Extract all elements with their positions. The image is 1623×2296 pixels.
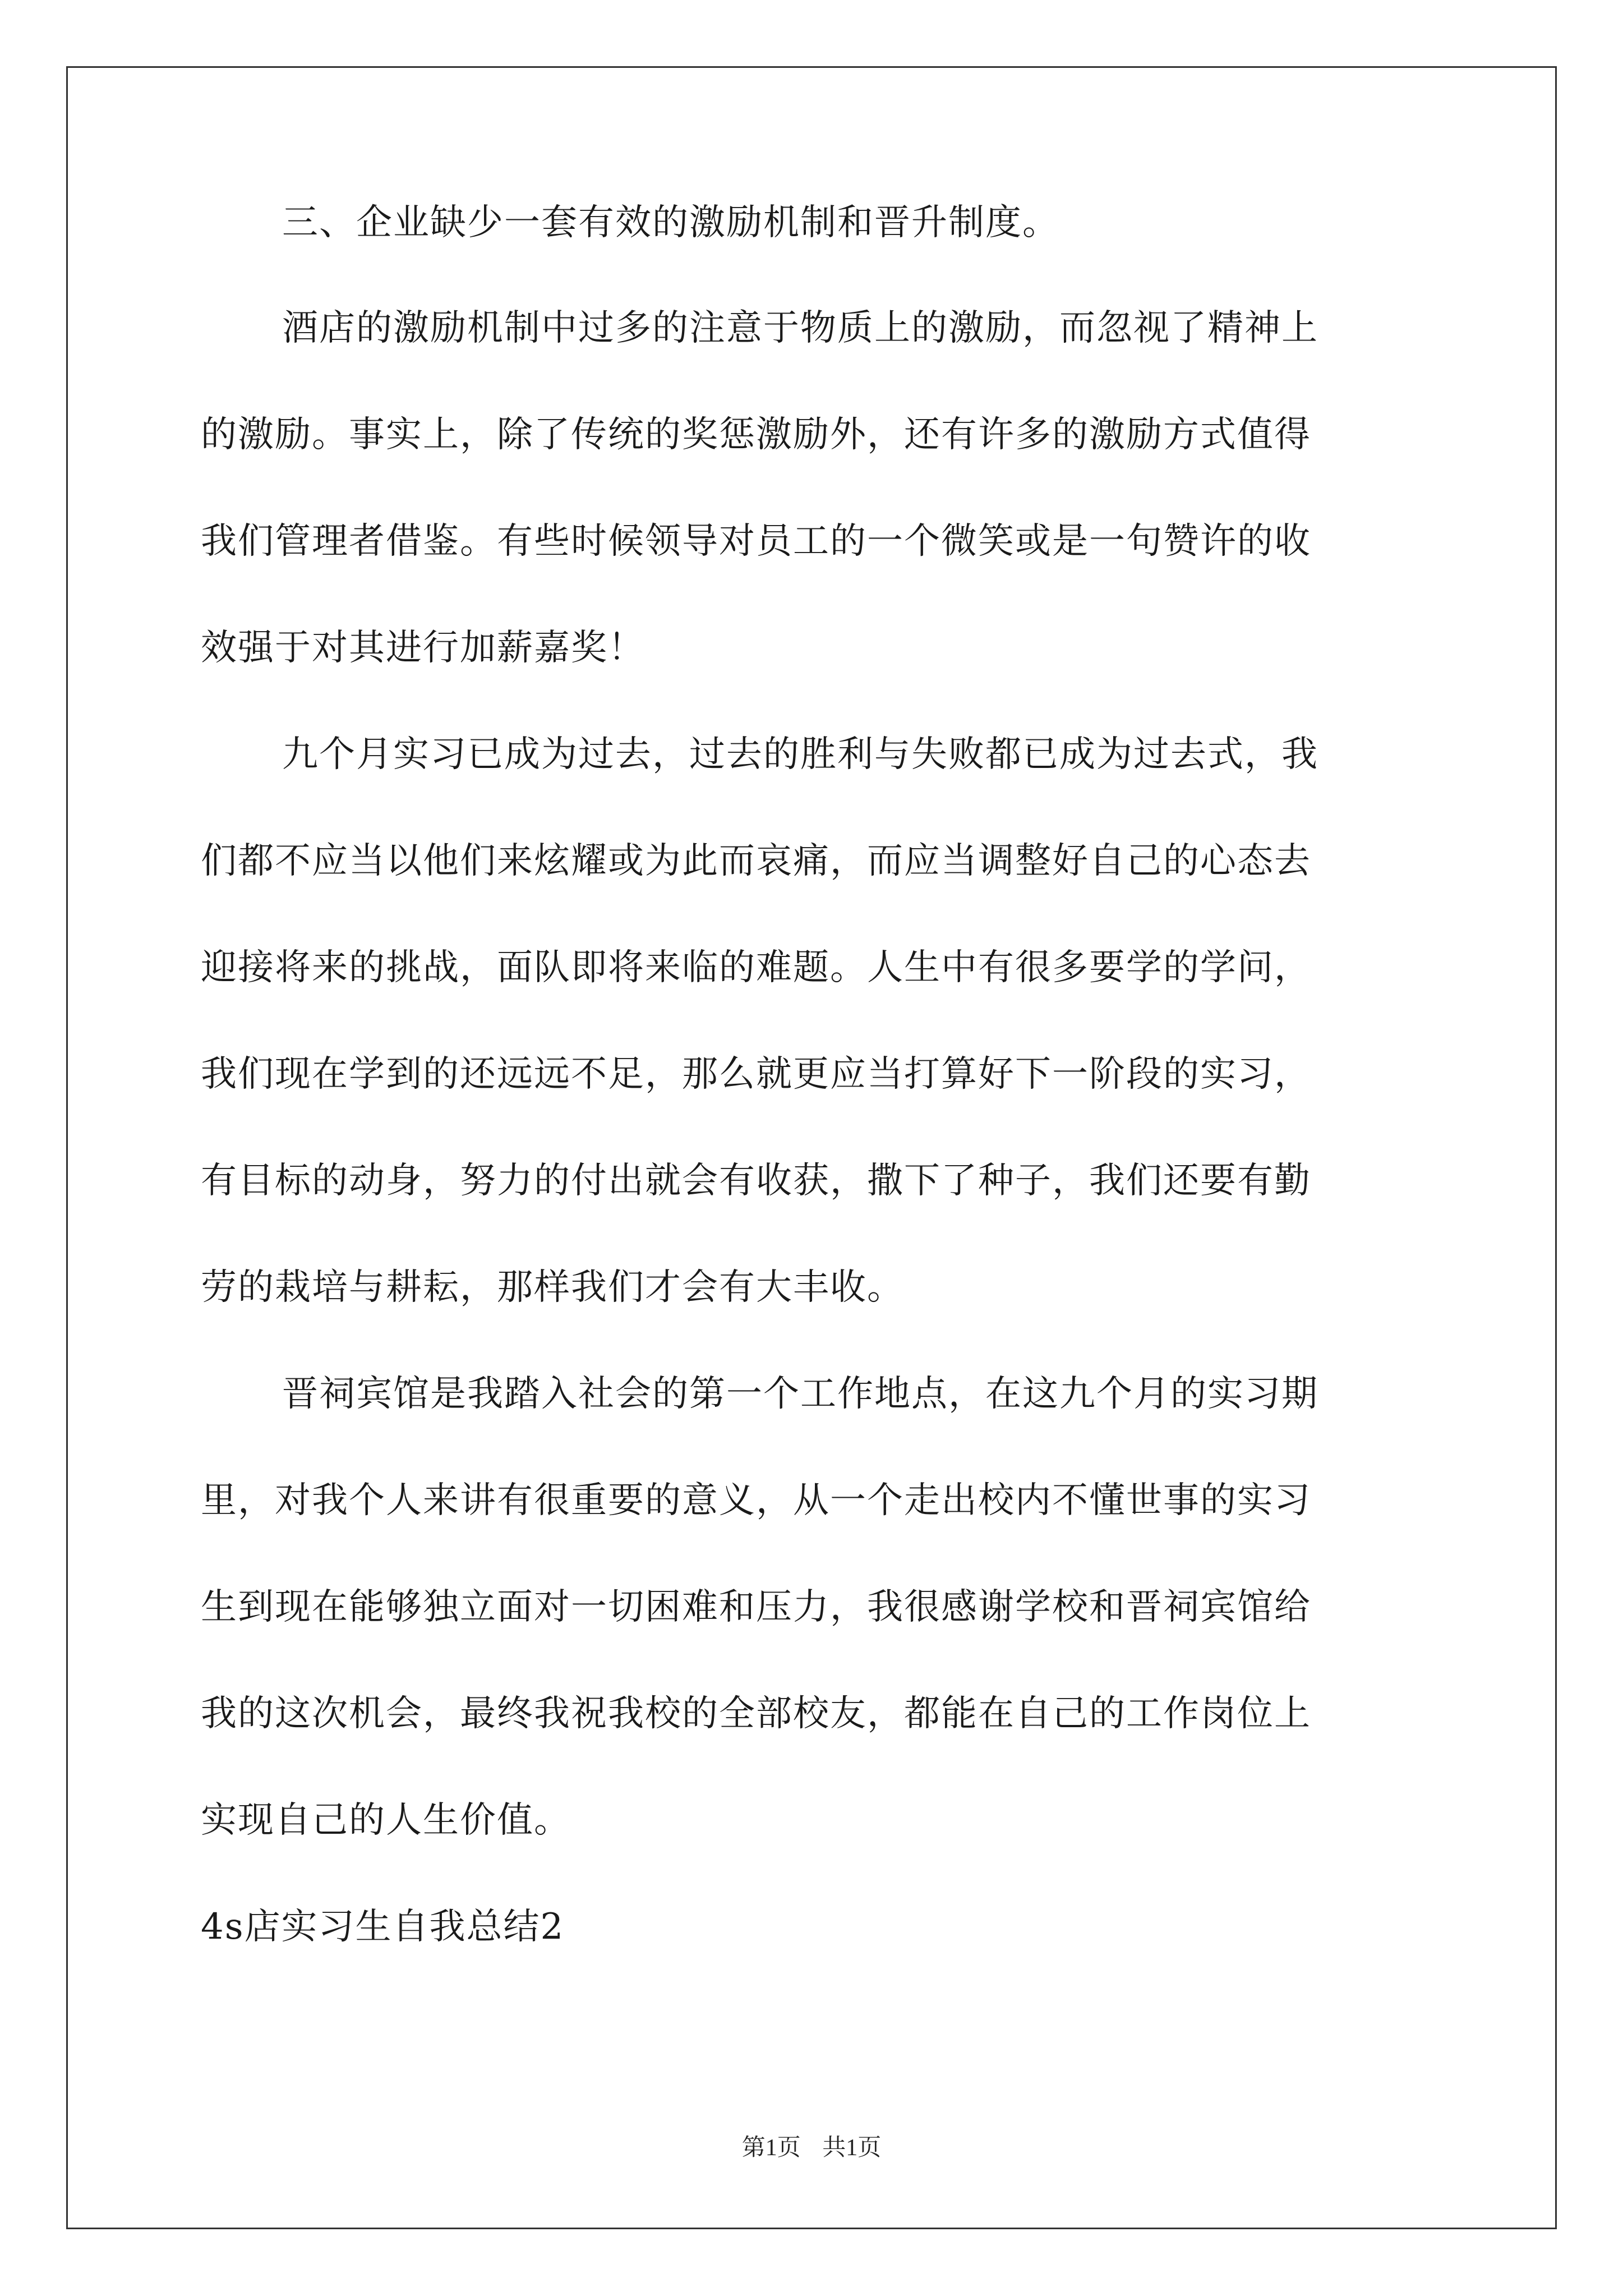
paragraph-line: 我们现在学到的还远远不足，那么就更应当打算好下一阶段的实习， <box>201 1053 1311 1095</box>
paragraph-heading-three: 三、企业缺少一套有效的激励机制和晋升制度。 <box>282 202 1059 243</box>
paragraph-line: 迎接将来的挑战，面队即将来临的难题。人生中有很多要学的学问， <box>201 947 1311 988</box>
paragraph-line: 生到现在能够独立面对一切困难和压力，我很感谢学校和晋祠宾馆给 <box>201 1586 1311 1628</box>
paragraph-line: 我们管理者借鉴。有些时候领导对员工的一个微笑或是一句赞许的收 <box>201 521 1311 562</box>
paragraph-line: 我的这次机会，最终我祝我校的全部校友，都能在自己的工作岗位上 <box>201 1693 1311 1734</box>
paragraph-line: 九个月实习已成为过去，过去的胜利与失败都已成为过去式，我 <box>282 734 1318 775</box>
paragraph-line: 里，对我个人来讲有很重要的意义，从一个走出校内不懂世事的实习 <box>201 1480 1311 1521</box>
paragraph-line: 们都不应当以他们来炫耀或为此而哀痛，而应当调整好自己的心态去 <box>201 840 1311 882</box>
paragraph-line: 实现自己的人生价值。 <box>201 1800 571 1841</box>
paragraph-line: 效强于对其进行加薪嘉奖！ <box>201 627 645 669</box>
paragraph-line: 劳的栽培与耕耘，那样我们才会有大丰收。 <box>201 1267 904 1308</box>
paragraph-line: 的激励。事实上，除了传统的奖惩激励外，还有许多的激励方式值得 <box>201 414 1311 455</box>
section-title: 4s店实习生自我总结2 <box>201 1906 565 1948</box>
paragraph-line: 晋祠宾馆是我踏入社会的第一个工作地点，在这九个月的实习期 <box>282 1373 1318 1415</box>
page-number: 第1页 <box>741 2135 801 2161</box>
paragraph-line: 酒店的激励机制中过多的注意于物质上的激励，而忽视了精神上 <box>282 307 1318 349</box>
page-total: 共1页 <box>822 2135 882 2161</box>
page-footer <box>0 2129 1623 2162</box>
paragraph-line: 有目标的动身，努力的付出就会有收获，撒下了种子，我们还要有勤 <box>201 1160 1311 1202</box>
page-border <box>66 66 1557 2229</box>
